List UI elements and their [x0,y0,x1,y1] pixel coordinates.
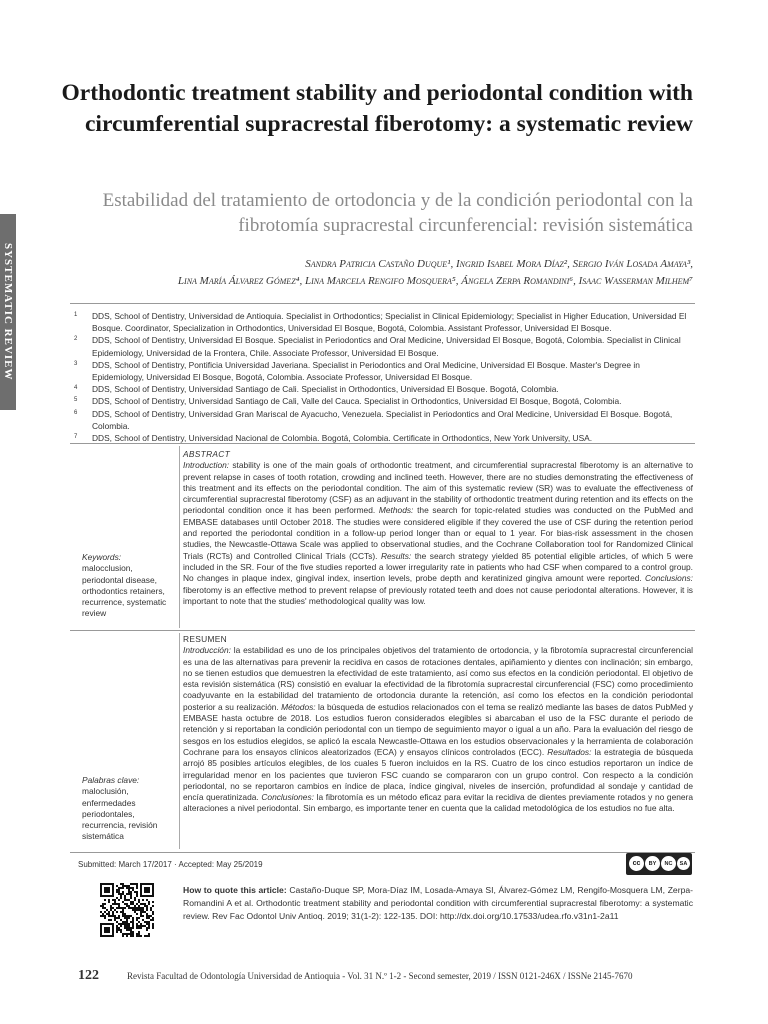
affiliation-text: DDS, School of Dentistry, Universidad Santiago de Cali, Valle del Cauca. Specialist in Orthodontics, Universidad El Bosque, Bogotá, Colombia. [92,396,622,407]
palabras-clave-text: maloclusión, enfermedades periodontales, recurrencia, revisión sistemática [82,786,158,842]
affiliation-text: DDS, School of Dentistry, Pontificia Universidad Javeriana. Specialist in Periodontics and Oral Medicine, Universidad El Bosque. Master's Degree in Epidemiology, Universidad El Bosque, Bogotá, Colombia. Associate Professor, Universidad El Bosque. [92,359,640,383]
affiliation-number: 2 [74,336,78,343]
cc-icon: cc [629,856,644,871]
cc-license-badge[interactable] [626,853,692,875]
affiliation-item [74,310,694,334]
results-text: the search strategy yielded 85 potential eligible articles, of which 5 were included in the SR. Four of the five studies reported a lower irregularity rate in patients who had CSF when compared to a control group. No changes in plaque index, gingival index, insertion levels, probe depth and keratinized gingiva amount were reported. [183,550,693,584]
resultados-text: la estrategia de búsqueda arrojó 85 posibles artículos elegibles, de los cuales 5 fueron incluidos en la RS. Cuatro de los cinco estudios reportaron un índice de irregularidad menor en los pacientes que tuvieron FSC cuando se compararon con un grupo control. Con respecto a la condición periodontal, no se reportaron cambios en índice de placa, índice gingival, niveles de inserción, profundidad al sondaje y cantidad de encía queratinizada. [183,746,694,803]
affiliation-item [74,408,694,432]
resumen-heading: RESUMEN [183,634,227,644]
introduccion-text: la estabilidad es uno de los principales objetivos del tratamiento de ortodoncia, y la fibrotomía supracrestal circunferencial es una de las alternativas para prevenir la recidiva en casos de rotaciones dentales, apiñamiento y dientes con inclinación; sin embargo, no se tienen estudios que demuestren la efectividad de este tratamiento, así como sus efectos en la condición periodontal. El objetivo de esta revisión sistemática (RS) consistió en evaluar la efectividad de la fibrotomía supracrestal circunferencial (FSC) como procedimiento coadyuvante en la estabilidad del tratamiento de ortodoncia durante la retención, así como los efectos en la condición periodontal posterior a su realización. [183,645,693,712]
authors-line-1: Sandra Patricia Castaño Duque¹, Ingrid Isabel Mora Díaz², Sergio Iván Losada Amaya³, [305,258,693,270]
divider [70,443,695,444]
introduccion-label: Introducción: [183,645,231,656]
metodos-label: Métodos: [281,701,316,712]
palabras-clave-block [82,775,176,843]
methods-label: Methods: [378,505,414,516]
abstract-english [183,449,693,607]
resultados-label: Resultados: [547,746,592,757]
affiliation-item [74,359,694,383]
affiliation-number: 1 [74,312,78,318]
results-label: Results: [380,550,412,561]
affiliation-item [74,383,694,395]
resumen-spanish [183,634,693,815]
journal-citation: Revista Facultad de Odontología Universidad de Antioquia - Vol. 31 N.º 1-2 - Second semester, 2019 / ISSN 0121-246X / ISSNe 2145-7670 [127,971,633,981]
by-icon: BY [645,856,660,871]
affiliations [74,310,694,444]
column-divider [179,446,180,628]
author-list [60,256,693,290]
affiliation-number: 4 [74,385,78,392]
affiliation-number: 5 [74,397,78,404]
affiliation-text: DDS, School of Dentistry, Universidad Nacional de Colombia. Bogotá, Colombia. Certificate in Orthodontics, New York University, USA. [92,433,593,444]
conclusiones-text: la fibrotomía es un método eficaz para evitar la recidiva de dientes previamente rotados y no genera alteraciones a nivel periodontal. Sin embargo, es importante tener en cuenta que la calidad metodológica de los estudios no fue alta. [183,792,693,814]
article-subtitle: Estabilidad del tratamiento de ortodoncia y de la condición periodontal con la fibrotomía supracrestal circunferencial: revisión sistemática [102,190,693,236]
divider [70,303,695,304]
methods-text: the search for topic-related studies was conducted on the PubMed and EMBASE databases until October 2018. The studies were considered eligible if they covered the use of CSF during the retention period and reported the periodontal condition in a follow-up period longer than or equal to 1 year. For bias-risk assessment in the chosen studies, the Newcastle-Ottawa Scale was applied to observational studies, and the Cochrane Collaboration tool for Randomized Clinical Trials (RCTs) and Controlled Clinical Trials (CCTs). [183,505,693,561]
affiliation-text: DDS, School of Dentistry, Universidad Santiago de Cali. Specialist in Orthodontics, Universidad El Bosque. Bogotá, Colombia. [92,384,559,395]
sa-icon: SA [677,857,690,870]
affiliation-text: DDS, School of Dentistry, Universidad de Antioquia. Specialist in Orthodontics; Specialist in Clinical Epidemiology; Specialist in Higher Education, Universidad El Bosque. Coordinator, Specialization in Orthodontics, Universidad El Bosque, Bogotá, Colombia. Assistant Professor, Universidad El Bosque. [92,311,687,334]
affiliation-item [74,395,694,407]
quote-label: How to quote this article: [183,885,287,895]
authors-line-2: Lina María Álvarez Gómez⁴, Lina Marcela Rengifo Mosquera⁵, Ángela Zerpa Romandini⁶, Isaac Wasserman Milhem⁷ [177,275,693,287]
article-title: Orthodontic treatment stability and periodontal condition with circumferential supracrestal fiberotomy: a systematic review [61,80,693,137]
affiliation-number: 3 [74,360,78,367]
intro-text: stability is one of the main goals of orthodontic treatment, and circumferential supracrestal fiberotomy is an alternative to prevent relapse in cases of tooth rotation, crowding and inclined teeth. However, there are no studies demonstrating the effectiveness of this treatment and its effects on the periodontal condition. The aim of this systematic review (SR) was to evaluate the effectiveness of circumferential supracrestal fiberotomy (CSF) as an adjuvant in the stability of orthodontic treatment during retention and its effects on the periodontal condition once it has been performed. [183,460,693,516]
affiliation-number: 7 [74,434,78,441]
affiliation-number: 6 [74,409,78,416]
keywords-label: Keywords: [82,552,122,562]
keywords-block [82,552,176,620]
nc-icon: NC [661,856,676,871]
conclusiones-label: Conclusiones: [261,792,314,803]
affiliation-text: DDS, School of Dentistry, Universidad Gran Mariscal de Ayacucho, Venezuela. Specialist in Periodontics and Oral Medicine, Universidad El Bosque. Bogotá, Colombia. [92,408,673,431]
resumen-body [183,645,693,814]
abstract-heading: ABSTRACT [183,449,231,459]
keywords-text: malocclusion, periodontal disease, orthodontics retainers, recurrence, systematic review [82,563,167,619]
affiliation-item [74,334,694,358]
column-divider [179,633,180,849]
affiliation-text: DDS, School of Dentistry, Universidad El Bosque. Specialist in Periodontics and Oral Medicine, Universidad El Bosque, Bogotá, Colombia. Specialist in Clinical Epidemiology, Universidad de la Frontera, Chile. Associate Professor, Universidad El Bosque. [92,335,681,358]
page-number: 122 [78,968,99,983]
palabras-clave-label: Palabras clave: [82,775,140,785]
abstract-body [183,460,693,607]
side-tab-label: SYSTEMATIC REVIEW [2,243,14,381]
how-to-quote [183,884,693,922]
divider [70,852,695,853]
intro-label: Introduction: [183,460,230,471]
section-side-tab [0,214,16,410]
conclusions-label: Conclusions: [645,573,693,584]
conclusions-text: fiberotomy is an effective method to prevent relapse of previously rotated teeth and does not cause periodontal alterations. However, it is important to note that the studies' methodological quality was low. [183,584,693,606]
divider [70,630,695,631]
quote-text: Castaño-Duque SP, Mora-Díaz IM, Losada-Amaya SI, Álvarez-Gómez LM, Rengifo-Mosquera LM, Zerpa-Romandini A et al. Orthodontic treatment stability and periodontal condition with circumferential supracrestal fiberotomy: a systematic review. Rev Fac Odontol Univ Antioq. 2019; 31(1-2): 122-135. DOI: http://dx.doi.org/10.17533/udea.rfo.v31n1-2a11 [183,885,693,921]
metodos-text: la búsqueda de estudios relacionados con el tema se realizó mediante las bases de datos PubMed y EMBASE hasta octubre de 2018. Los estudios fueron considerados elegibles si abarcaban el uso de la FSC durante el periodo de retención y si reportaban la condición periodontal con un tiempo de seguimiento mayor o igual a un año. Para la evaluación del riesgo de sesgos en los estudios elegidos, se aplicó la escala Newcastle-Ottawa en los estudios observacionales y la herramienta de colaboración Cochrane para los ensayos clínicos aleatorizados (ECA) y ensayos clínicos controlados (ECC). [183,701,694,757]
page-footer [78,968,694,984]
qr-code-icon[interactable] [100,883,154,937]
submission-dates: Submitted: March 17/2017 · Accepted: May 25/2019 [78,860,263,869]
